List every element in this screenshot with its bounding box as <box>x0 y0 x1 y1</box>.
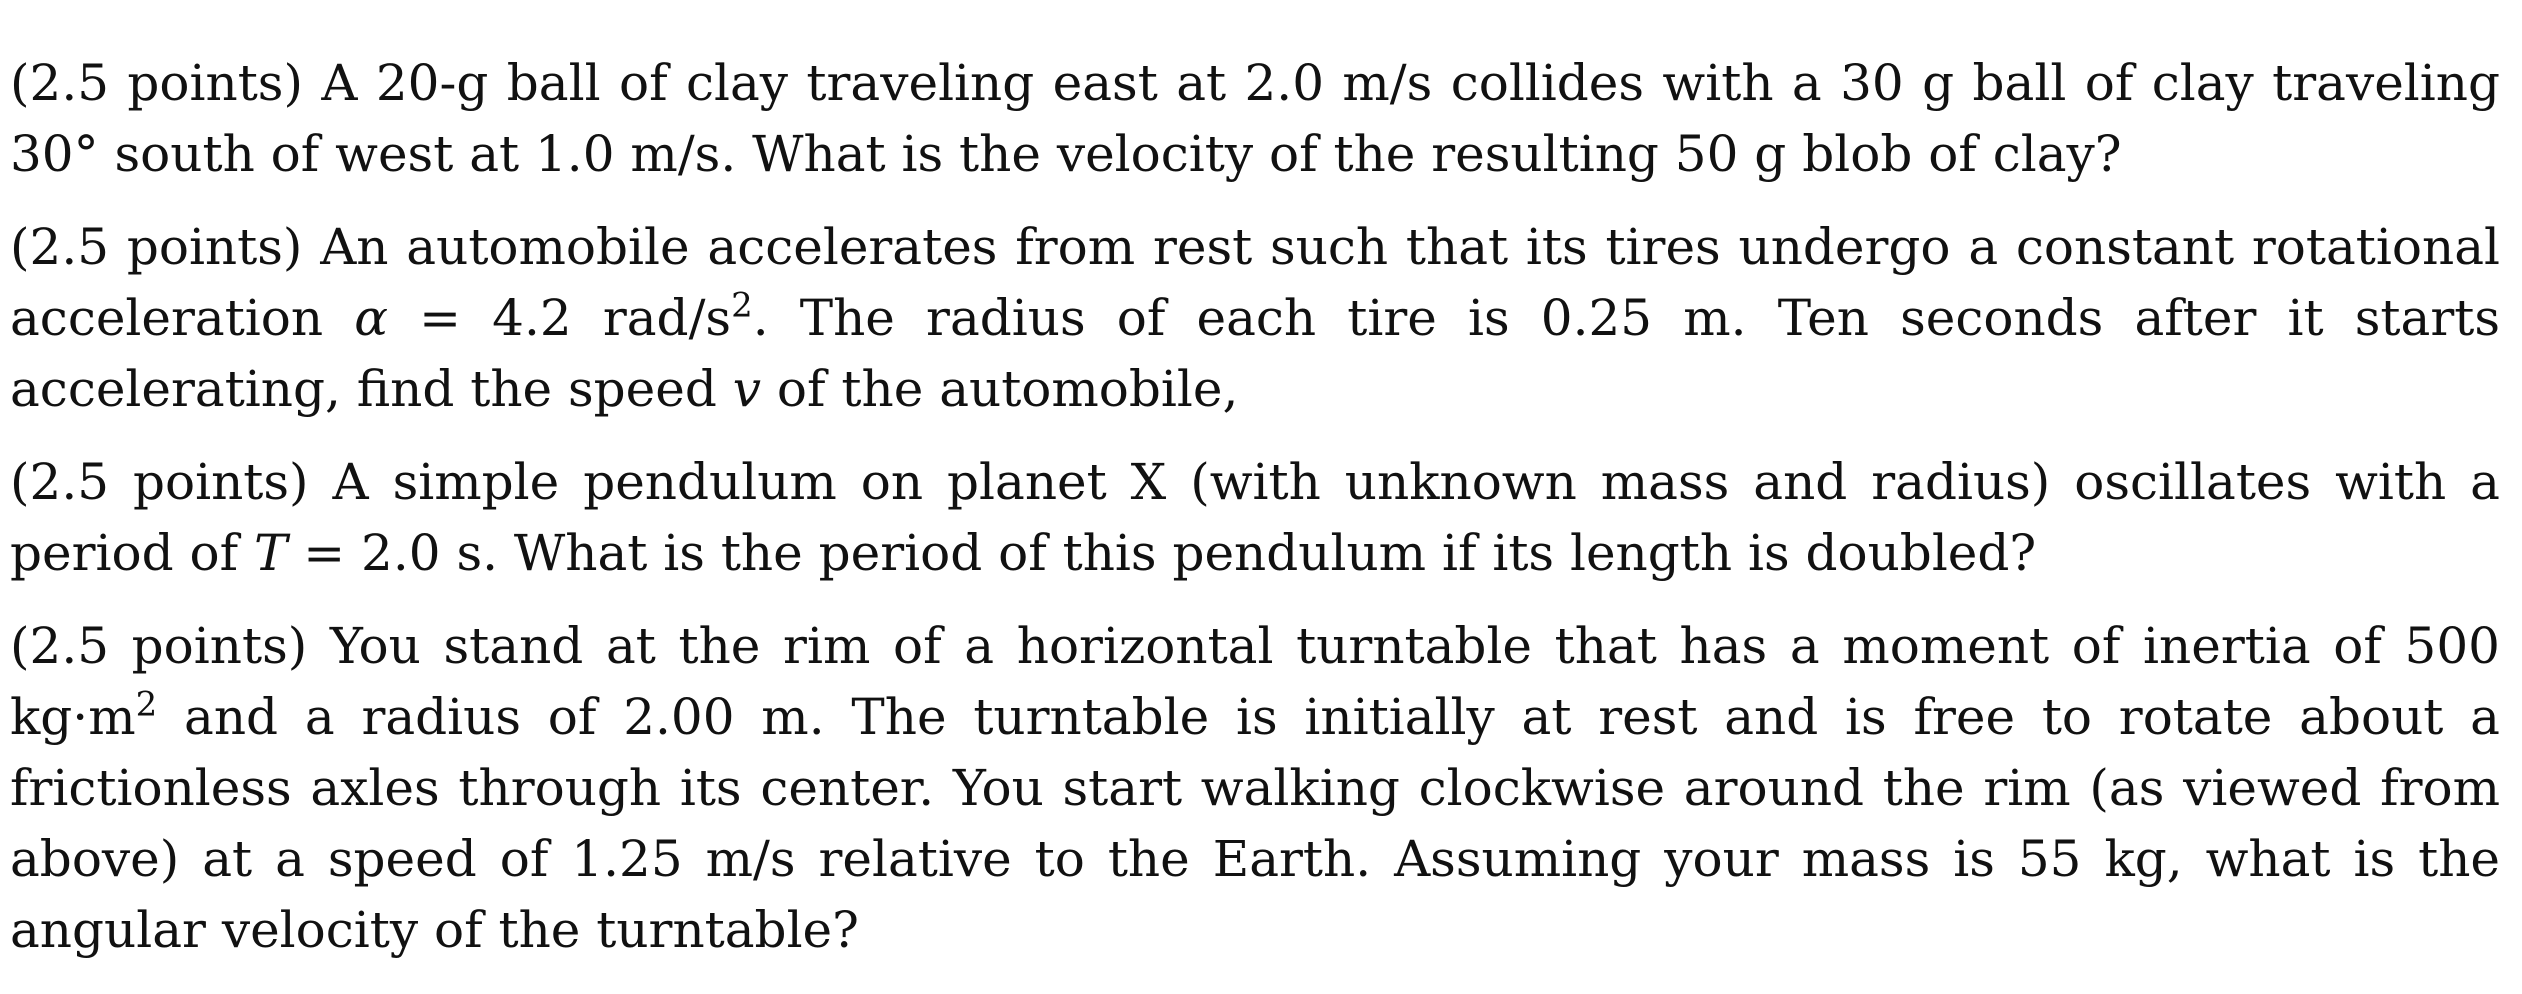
speed-symbol: v <box>732 360 762 418</box>
problem-text-start: (2.5 points) You stand at the rim of a horizontal turntable that has a moment of inertia of 500 kg·m <box>10 617 2516 746</box>
problem-clay-collision <box>10 48 2516 190</box>
problem-sheet <box>10 48 2516 988</box>
problem-text-end: and a radius of 2.00 m. The turntable is initially at rest and is free to rotate about a frictionless axles through its center. You start walking clockwise around the rim (as viewed from above) at a speed of 1.25 m/s relative to the Earth. Assuming your mass is 55 kg, what is the angular velocity of the turntable? <box>10 688 2516 959</box>
problem-text-start: (2.5 points) A simple pendulum on planet X (with unknown mass and radius) oscillates with a period of <box>10 453 2516 582</box>
problem-text-start: (2.5 points) An automobile accelerates from rest such that its tires undergo a constant rotational acceleration <box>10 218 2516 347</box>
problem-text-middle: . The radius of each tire is 0.25 m. Ten seconds after it starts accelerating, find the speed <box>10 289 2516 418</box>
alpha-symbol: α <box>354 289 388 347</box>
alpha-exponent: 2 <box>731 285 753 326</box>
problem-automobile-acceleration <box>10 212 2516 425</box>
problem-text-end: = 2.0 s. What is the period of this pendulum if its length is doubled? <box>287 524 2037 582</box>
alpha-value: = 4.2 rad/s <box>388 289 732 347</box>
problem-text-end: of the automobile, <box>761 360 1239 418</box>
unit-exponent: 2 <box>135 684 158 725</box>
problem-turntable <box>10 611 2516 966</box>
period-symbol: T <box>254 524 288 582</box>
problem-pendulum <box>10 447 2516 589</box>
problem-text: (2.5 points) A 20-g ball of clay traveling east at 2.0 m/s collides with a 30 g ball of clay traveling 30° south of west at 1.0 m/s. What is the velocity of the resulting 50 g blob of clay? <box>10 54 2516 183</box>
